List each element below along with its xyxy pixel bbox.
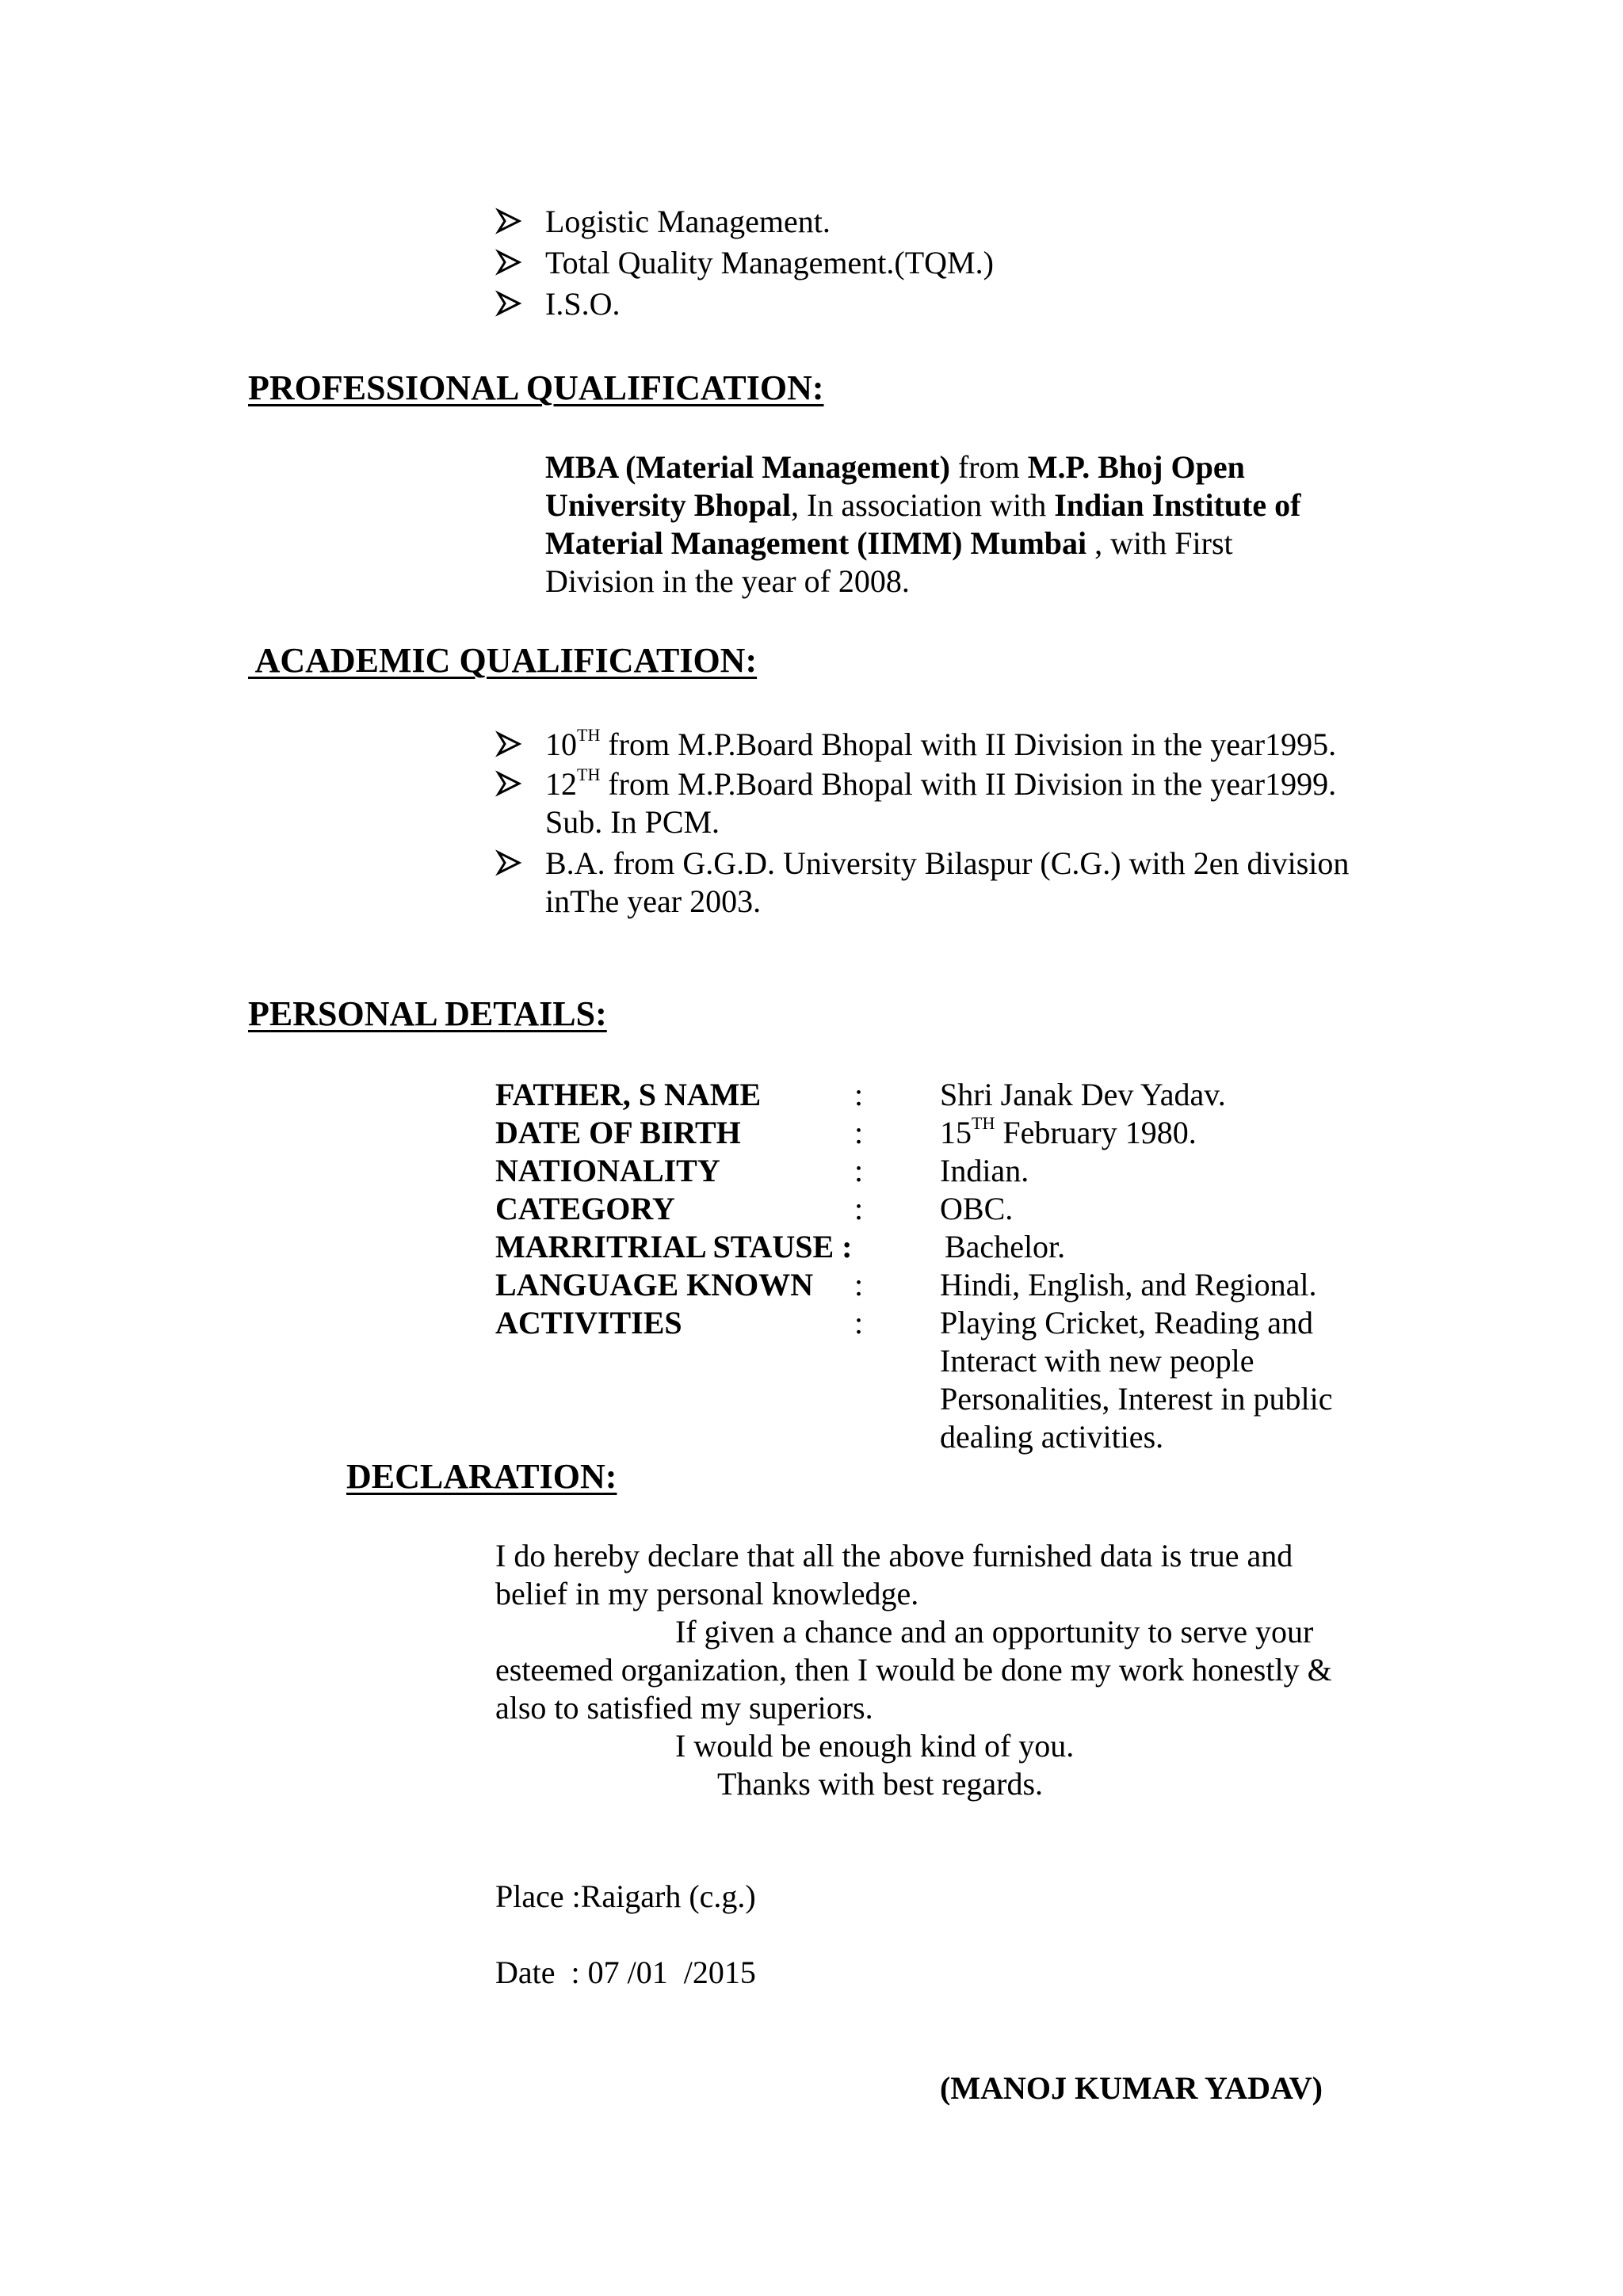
university-name-cont: University Bhopal (545, 487, 792, 523)
skill-item: Logistic Management. (545, 204, 831, 239)
detail-label: DATE OF BIRTH (495, 1115, 741, 1150)
detail-value: Indian. (940, 1153, 1029, 1188)
detail-value (940, 1114, 1197, 1152)
arrow-bullet-icon (495, 249, 522, 276)
detail-label: MARRITRIAL STAUSE : (495, 1229, 853, 1264)
detail-value-cont: Interact with new people (940, 1343, 1254, 1379)
professional-line-3 (545, 524, 1233, 563)
institute-name: Indian Institute of (1054, 487, 1301, 523)
detail-value-cont: dealing activities. (940, 1419, 1164, 1455)
skill-item: Total Quality Management.(TQM.) (545, 245, 994, 280)
detail-value: OBC. (940, 1191, 1014, 1226)
detail-separator: : (854, 1305, 864, 1341)
skill-item: I.S.O. (545, 286, 621, 322)
academic-item-cont: Sub. In PCM. (545, 804, 720, 840)
date: Date : 07 /01 /2015 (495, 1955, 756, 1990)
detail-label: LANGUAGE KNOWN (495, 1267, 814, 1302)
professional-heading: PROFESSIONAL QUALIFICATION: (248, 368, 824, 407)
university-name: M.P. Bhoj Open (1027, 449, 1245, 485)
day-number: 15 (940, 1115, 972, 1150)
declaration-line: esteemed organization, then I would be done my work honestly & (495, 1652, 1332, 1688)
personal-heading: PERSONAL DETAILS: (248, 994, 607, 1033)
detail-label: NATIONALITY (495, 1153, 720, 1188)
class-number: 12 (545, 766, 577, 802)
text: , with First (1086, 525, 1233, 561)
detail-value: Playing Cricket, Reading and (940, 1305, 1314, 1341)
academic-item-cont: inThe year 2003. (545, 883, 762, 919)
class-number: 10 (545, 727, 577, 762)
academic-item: B.A. from G.G.D. University Bilaspur (C.G.) with 2en division (545, 845, 1350, 881)
professional-line-2 (545, 486, 1300, 524)
declaration-line: belief in my personal knowledge. (495, 1576, 919, 1611)
arrow-bullet-icon (495, 290, 522, 317)
ordinal-suffix: TH (577, 764, 601, 784)
detail-label: CATEGORY (495, 1191, 675, 1226)
detail-value: Bachelor. (945, 1229, 1066, 1264)
detail-label: ACTIVITIES (495, 1305, 682, 1341)
professional-line-1 (545, 448, 1245, 486)
arrow-bullet-icon (495, 730, 522, 757)
place: Place :Raigarh (c.g.) (495, 1878, 756, 1914)
detail-separator: : (854, 1153, 864, 1188)
institute-name-cont: Material Management (IIMM) Mumbai (545, 525, 1087, 561)
text: from (949, 449, 1028, 485)
declaration-line: I do hereby declare that all the above furnished data is true and (495, 1538, 1293, 1573)
declaration-line: I would be enough kind of you. (675, 1728, 1075, 1764)
detail-separator: : (854, 1267, 864, 1302)
declaration-heading: DECLARATION: (346, 1457, 617, 1496)
detail-separator: : (854, 1115, 864, 1150)
arrow-bullet-icon (495, 849, 522, 876)
academic-item (545, 765, 1336, 803)
text: from M.P.Board Bhopal with II Division in the year1999. (600, 766, 1337, 802)
signature-name: (MANOJ KUMAR YADAV) (940, 2070, 1323, 2106)
declaration-line: If given a chance and an opportunity to serve your (675, 1614, 1314, 1650)
academic-item (545, 726, 1336, 764)
detail-value: Hindi, English, and Regional. (940, 1267, 1317, 1302)
detail-label: FATHER, S NAME (495, 1077, 762, 1112)
detail-value-cont: Personalities, Interest in public (940, 1381, 1333, 1417)
text: , In association with (791, 487, 1055, 523)
academic-heading: ACADEMIC QUALIFICATION: (248, 641, 758, 680)
ordinal-suffix: TH (577, 724, 601, 745)
detail-separator: : (854, 1077, 864, 1112)
professional-line-4: Division in the year of 2008. (545, 563, 910, 599)
detail-separator: : (854, 1191, 864, 1226)
mba-degree: MBA (Material Management) (545, 449, 950, 485)
detail-value: Shri Janak Dev Yadav. (940, 1077, 1226, 1112)
arrow-bullet-icon (495, 208, 522, 235)
text: from M.P.Board Bhopal with II Division in the year1995. (600, 727, 1337, 762)
text: February 1980. (995, 1115, 1197, 1150)
ordinal-suffix: TH (972, 1112, 995, 1133)
declaration-line: also to satisfied my superiors. (495, 1690, 873, 1726)
declaration-line: Thanks with best regards. (717, 1766, 1044, 1802)
arrow-bullet-icon (495, 770, 522, 797)
